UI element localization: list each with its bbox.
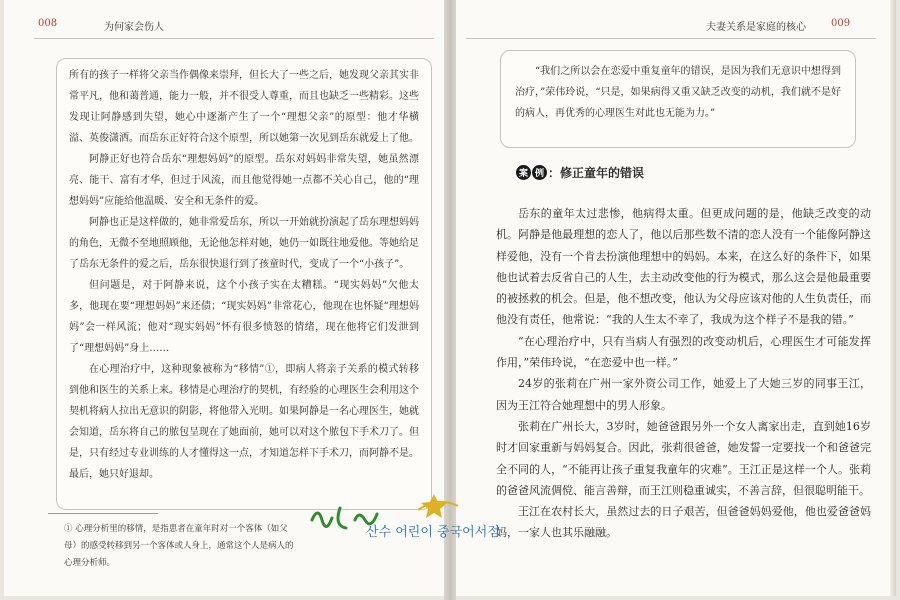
footnote-rule — [48, 513, 158, 514]
left-running-header: 为何家会伤人 — [104, 22, 164, 33]
stamp-logo-graphic — [300, 490, 500, 560]
box-paragraph: 阿静也正是这样做的，她非常爱岳东，所以一开始就扮演起了岳东理想妈妈的角色，无微不至地照顾他，无论他怎样对她，她仍一如既往地爱他。等她给足了岳东无条件的爱之后，岳东很快退行到了孩童时代，变成了一个“小孩子”。 — [69, 217, 419, 270]
body-paragraph: 张莉在广州长大，3岁时，她爸爸跟另外一个女人离家出走，直到她16岁时才回家重新与妈妈复合。因此，张莉很爸爸，她发誓一定要找一个和爸爸完全不同的人，“不能再让孩子重复我童年的灾难”。王江正是这样一个人。张莉的爸爸风流倜傥、能言善辩，而王江则稳重诚实，不善言辞，但很聪明能干。 — [496, 419, 871, 497]
box-paragraph: 在心理治疗中，这种现象被称为“移情”①，即病人将亲子关系的模式转移到他和医生的关系上来。移情是心理治疗的契机，有经验的心理医生会利用这个契机将病人拉出无意识的阴影，将他带入光明。如果阿静是一名心理医生，她就会知道，岳东将自己的脓包呈现在了她面前，她可以对这个脓包下手术刀了。但是，只有经过专业训练的人才懂得这一点，才知道怎样下手术刀，而阿静不是。最后，她只好退却。 — [69, 364, 419, 480]
left-page-number: 008 — [38, 18, 58, 29]
section-title: ：修正童年的错误 — [548, 166, 645, 180]
box-paragraph: 阿静正好也符合岳东“理想妈妈”的原型。岳东对妈妈非常失望，她虽然漂亮、能干、富有才华，但过于风流，而且他觉得她一点都不关心自己，他的“理想妈妈”应能给他温暖、安全和无条件的爱。 — [69, 154, 419, 207]
section-badge: 例 — [532, 165, 547, 180]
right-running-header: 夫妻关系是家庭的核心 — [706, 22, 806, 33]
box-paragraph: 但问题是，对于阿静来说，这个小孩子实在太糟糕。“现实妈妈”欠他太多，他现在要“理想妈妈”来还债；“现实妈妈”非常花心，他现在也怀疑“理想妈妈”会一样风流；他对“现实妈妈”怀有很多愤怒的情绪，现在他将它们发泄到了“理想妈妈”身上…… — [69, 280, 419, 354]
right-page — [456, 0, 896, 596]
body-paragraph: “在心理治疗中，只有当病人有强烈的改变动机后，心理医生才可能发挥作用，”荣伟玲说，“在恋爱中也一样。” — [496, 334, 871, 370]
stamp-text: 산수 어린이 중국어서점 — [366, 525, 500, 540]
bookstore-stamp-logo — [300, 490, 500, 560]
footnote: ① 心理分析里的移情，是指患者在童年时对一个客体（如父母）的感受转移到另一个客体或人身上，通常这个人是病人的心理分析师。 — [64, 524, 294, 568]
quote-text: “我们之所以会在恋爱中重复童年的错误，是因为我们无意识中想得到治疗，”荣伟玲说，“只是，如果病得又重又缺乏改变的动机，我们就不是好的病人，再优秀的心理医生对此也无能为力。” — [515, 66, 841, 119]
quote-box — [500, 50, 856, 148]
body-text — [496, 203, 871, 544]
section-badge: 案 — [516, 165, 531, 180]
right-page-number: 009 — [831, 18, 851, 29]
page-edge — [890, 0, 896, 596]
left-header-rule — [34, 38, 434, 39]
case-text-box — [56, 58, 432, 510]
box-paragraph: 所有的孩子一样将父亲当作偶像来崇拜，但长大了一些之后，她发现父亲其实非常平凡，他和蔼普通，能力一般，并不很受人尊重，而且也缺乏一些精彩。这些发现让阿静感到失望，她心中逐渐产生了一个“理想父亲”的原型：他才华横溢、英俊潇洒。而岳东正好符合这个原型，所以她第一次见到岳东就爱上了他。 — [69, 70, 419, 144]
body-paragraph: 王江在农村长大，虽然过去的日子艰苦，但爸爸妈妈爱他，他也爱爸爸妈妈，一家人也其乐融融。 — [496, 505, 871, 540]
right-header-rule — [466, 38, 876, 39]
body-paragraph: 24岁的张莉在广州一家外资公司工作，她爱上了大她三岁的同事王江，因为王江符合她理想中的男人形象。 — [496, 377, 871, 412]
body-paragraph: 岳东的童年太过悲惨，他病得太重。但更成问题的是，他缺乏改变的动机。阿静是他最理想的恋人了，他以后那些数不清的恋人没有一个能像阿静这样爱他，没有一个肯去扮演他理想中的妈妈。本来，在这么好的条件下，如果他也试着去反省自己的人生，去主动改变他的行为模式，那么这会是他最重要的被拯救的机会。但是，他不想改变，他认为父母应该对他的人生负责任，而他没有责任，他常说：“我的人生太不幸了，我成为这个样子不是我的错。” — [496, 207, 871, 327]
section-heading — [516, 164, 644, 181]
